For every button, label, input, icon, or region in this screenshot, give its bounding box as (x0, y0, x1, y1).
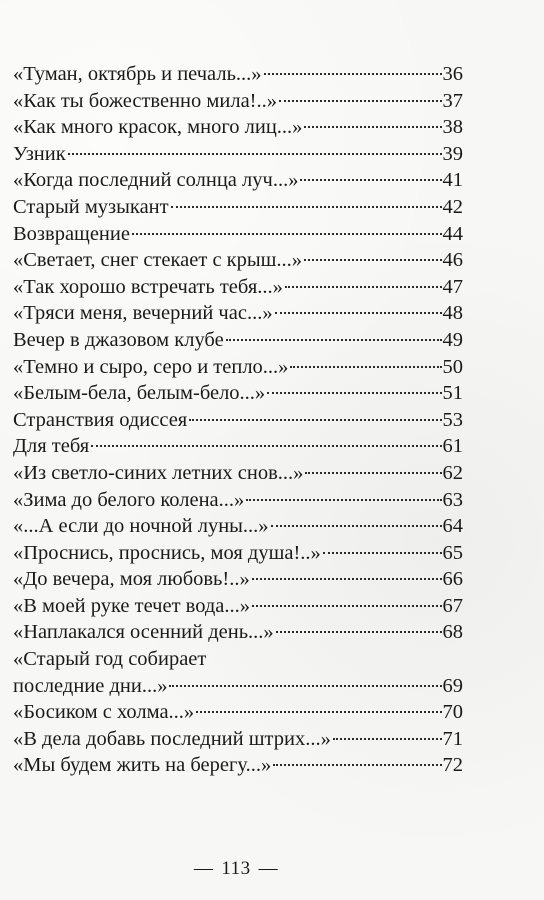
dot-leader (252, 605, 441, 607)
toc-entry-title: Старый музыкант (13, 195, 169, 218)
toc-entry (13, 726, 463, 753)
toc-entry (13, 699, 463, 726)
toc-entry (13, 247, 463, 274)
dot-leader (264, 73, 442, 75)
toc-entry (13, 141, 463, 168)
toc-entry (13, 460, 463, 487)
toc-entry-title: «...А если до ночной луны...» (13, 515, 269, 538)
toc-entry-title: «В моей руке течет вода...» (13, 594, 251, 617)
toc-entry (13, 221, 463, 248)
dot-leader (333, 738, 442, 740)
footer-dash-left: — (193, 858, 214, 879)
toc-entry (13, 380, 463, 407)
dot-leader (171, 206, 442, 208)
toc-entry-page: 42 (442, 195, 463, 218)
toc-entry-page: 63 (442, 488, 463, 511)
toc-entry-page: 44 (442, 222, 463, 245)
dot-leader (276, 631, 442, 633)
dot-leader (285, 286, 442, 288)
page-footer (0, 858, 472, 880)
dot-leader (226, 339, 442, 341)
table-of-contents (13, 61, 463, 779)
dot-leader (169, 685, 441, 687)
toc-entry-page: 41 (442, 169, 463, 192)
toc-entry-multiline (13, 646, 463, 699)
dot-leader (279, 100, 442, 102)
toc-entry (13, 619, 463, 646)
toc-entry-title: Узник (13, 142, 66, 165)
dot-leader (305, 472, 441, 474)
toc-entry-title: Странствия одиссея (13, 408, 188, 431)
toc-entry-page: 69 (442, 674, 463, 697)
toc-entry (13, 593, 463, 620)
toc-entry-title: «Белым-бела, белым-бело...» (13, 382, 266, 405)
toc-entry-title: «Светает, снег стекает с крыш...» (13, 249, 303, 272)
toc-entry-page: 62 (442, 461, 463, 484)
toc-entry-title: «Туман, октябрь и печаль...» (13, 63, 262, 85)
toc-entry-title: «Темно и сыро, серо и тепло...» (13, 355, 289, 378)
dot-leader (68, 153, 442, 155)
toc-entry (13, 114, 463, 141)
toc-entry-title: «В дела добавь последний штрих...» (13, 727, 331, 750)
dot-leader (275, 312, 442, 314)
toc-entry-title-line1: «Старый год собирает (13, 648, 207, 671)
toc-entry (13, 354, 463, 381)
dot-leader (252, 578, 442, 580)
toc-entry-title: Вечер в джазовом клубе (13, 328, 224, 351)
toc-entry (13, 487, 463, 514)
toc-entry-page: 36 (442, 63, 463, 85)
toc-entry-title: «Так хорошо встречать тебя...» (13, 275, 283, 298)
toc-entry-page: 50 (442, 355, 463, 378)
toc-entry-page: 72 (442, 754, 463, 777)
dot-leader (300, 179, 441, 181)
toc-entry (13, 433, 463, 460)
toc-entry-title: «Мы будем жить на берегу...» (13, 754, 272, 777)
toc-entry-title: «Как ты божественно мила!..» (13, 89, 277, 112)
toc-entry (13, 274, 463, 301)
toc-entry-page: 47 (442, 275, 463, 298)
toc-entry (13, 167, 463, 194)
dot-leader (304, 126, 441, 128)
toc-entry-title: «До вечера, моя любовь!..» (13, 568, 250, 591)
toc-entry-page: 61 (442, 435, 463, 458)
toc-entry-page: 37 (442, 89, 463, 112)
toc-entry (13, 61, 463, 88)
toc-entry (13, 88, 463, 115)
toc-entry (13, 513, 463, 540)
toc-entry-page: 64 (442, 515, 463, 538)
toc-entry (13, 566, 463, 593)
toc-entry-page: 67 (442, 594, 463, 617)
toc-entry-title: «Из светло-синих летних снов...» (13, 461, 304, 484)
toc-entry-page: 38 (442, 116, 463, 139)
toc-entry-title: «Проснись, проснись, моя душа!..» (13, 541, 321, 564)
toc-entry-page: 68 (442, 621, 463, 644)
toc-entry-title: «Как много красок, много лиц...» (13, 116, 303, 139)
toc-entry-page: 51 (442, 382, 463, 405)
dot-leader (271, 525, 442, 527)
toc-entry-page: 70 (442, 701, 463, 724)
dot-leader (246, 499, 441, 501)
dot-leader (290, 366, 441, 368)
toc-entry-title: Для тебя (13, 435, 90, 458)
dot-leader (196, 711, 441, 713)
toc-entry (13, 194, 463, 221)
dot-leader (273, 764, 441, 766)
dot-leader (304, 259, 441, 261)
dot-leader (189, 419, 441, 421)
toc-entry-page: 46 (442, 249, 463, 272)
page-number: 113 (221, 858, 251, 879)
toc-entry-title: «Зима до белого колена...» (13, 488, 245, 511)
toc-entry-title: «Когда последний солнца луч...» (13, 169, 299, 192)
toc-entry-title: «Наплакался осенний день...» (13, 621, 274, 644)
toc-entry-last-line (13, 673, 463, 700)
toc-entry (13, 752, 463, 779)
toc-entry-title: «Босиком с холма...» (13, 701, 195, 724)
toc-entry-page: 66 (442, 568, 463, 591)
dot-leader (132, 233, 442, 235)
toc-entry-title: «Тряси меня, вечерний час...» (13, 302, 273, 325)
dot-leader (267, 392, 441, 394)
toc-entry-page: 48 (442, 302, 463, 325)
dot-leader (323, 552, 442, 554)
toc-entry-page: 49 (442, 328, 463, 351)
toc-entry-page: 71 (442, 727, 463, 750)
toc-entry-page: 65 (442, 541, 463, 564)
toc-entry (13, 540, 463, 567)
toc-entry-page: 39 (442, 142, 463, 165)
dot-leader (91, 445, 441, 447)
toc-entry-title: Возвращение (13, 222, 130, 245)
toc-entry-page: 53 (442, 408, 463, 431)
toc-entry (13, 300, 463, 327)
toc-entry (13, 327, 463, 354)
toc-entry-title-line2: последние дни...» (13, 674, 168, 697)
toc-entry (13, 407, 463, 434)
footer-dash-right: — (258, 858, 279, 879)
